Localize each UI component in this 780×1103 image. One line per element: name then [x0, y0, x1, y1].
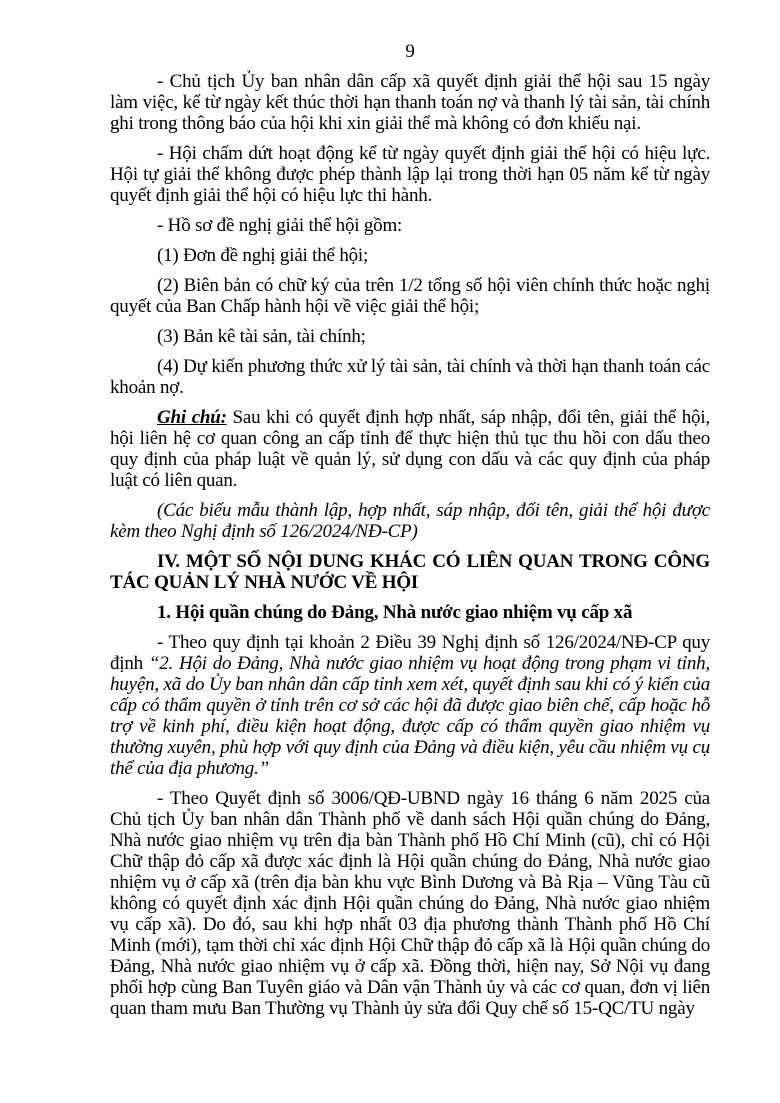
para-decision-3006: - Theo Quyết định số 3006/QĐ-UBND ngày 16 tháng 6 năm 2025 của Chủ tịch Ủy ban nhân dân Thành phố về danh sách Hội quần chúng do Đảng, Nhà nước giao nhiệm vụ trên địa bàn Thành phố Hồ Chí Minh (cũ), chỉ có Hội Chữ thập đỏ cấp xã được xác định là Hội quần chúng do Đảng, Nhà nước giao nhiệm vụ ở cấp xã (trên địa bàn khu vực Bình Dương và Bà Rịa – Vũng Tàu cũ không có quyết định xác định Hội quần chúng do Đảng, Nhà nước giao nhiệm vụ cấp xã). Do đó, sau khi hợp nhất 03 địa phương thành Thành phố Hồ Chí Minh (mới), tạm thời chỉ xác định Hội Chữ thập đỏ cấp xã là Hội quần chúng do Đảng, Nhà nước giao nhiệm vụ ở cấp xã. Đồng thời, hiện nay, Sở Nội vụ đang phối hợp cùng Ban Tuyên giáo và Dân vận Thành ủy và các cơ quan, đơn vị liên quan tham mưu Ban Thường vụ Thành ủy sửa đổi Quy chế số 15-QC/TU ngày [110, 788, 710, 1019]
dossier-item-4: (4) Dự kiến phương thức xử lý tài sản, tài chính và thời hạn thanh toán các khoản nợ. [110, 356, 710, 398]
regulation-quote: “2. Hội do Đảng, Nhà nước giao nhiệm vụ hoạt động trong phạm vi tỉnh, huyện, xã do Ủy ban nhân dân cấp tỉnh xem xét, quyết định sau khi có ý kiến của cấp có thẩm quyền ở tỉnh trên cơ sở các hội đã được giao biên chế, cấp hoặc hỗ trợ về kinh phí, điều kiện hoạt động, được cấp có thẩm quyền giao nhiệm vụ thường xuyên, phù hợp với quy định của Đảng và điều kiện, yêu cầu nhiệm vụ cụ thể của địa phương.” [110, 653, 711, 779]
para-chairman-decision: - Chủ tịch Ủy ban nhân dân cấp xã quyết định giải thể hội sau 15 ngày làm việc, kể từ ngày kết thúc thời hạn thanh toán nợ và thanh lý tài sản, tài chính ghi trong thông báo của hội khi xin giải thể mà không có đơn khiếu nại. [110, 71, 710, 134]
para-termination: - Hội chấm dứt hoạt động kể từ ngày quyết định giải thể hội có hiệu lực. Hội tự giải thể không được phép thành lập lại trong thời hạn 05 năm kể từ ngày quyết định giải thể hội có hiệu lực thi hành. [110, 143, 710, 206]
note-label: Ghi chú: [157, 407, 227, 428]
page-number: 9 [405, 41, 415, 62]
para-forms-note: (Các biểu mẫu thành lập, hợp nhất, sáp nhập, đổi tên, giải thể hội được kèm theo Nghị định số 126/2024/NĐ-CP) [110, 500, 710, 542]
heading-section-iv: IV. MỘT SỐ NỘI DUNG KHÁC CÓ LIÊN QUAN TRONG CÔNG TÁC QUẢN LÝ NHÀ NƯỚC VỀ HỘI [110, 551, 710, 593]
note-text: Sau khi có quyết định hợp nhất, sáp nhập, đổi tên, giải thể hội, hội liên hệ cơ quan công an cấp tỉnh để thực hiện thủ tục thu hồi con dấu theo quy định của pháp luật về quản lý, sử dụng con dấu và các quy định của pháp luật có liên quan. [110, 407, 710, 491]
dossier-item-2: (2) Biên bản có chữ ký của trên 1/2 tổng số hội viên chính thức hoặc nghị quyết của Ban Chấp hành hội về việc giải thể hội; [110, 275, 710, 317]
dossier-item-3: (3) Bản kê tài sản, tài chính; [157, 326, 366, 347]
para-dossier-intro: - Hồ sơ đề nghị giải thể hội gồm: [157, 215, 403, 236]
para-note [110, 407, 710, 491]
heading-subsection-1: 1. Hội quần chúng do Đảng, Nhà nước giao nhiệm vụ cấp xã [157, 602, 633, 623]
regulation-lead: - Theo quy định tại khoản 2 Điều 39 Nghị định số 126/2024/NĐ-CP quy định [110, 632, 710, 674]
dossier-item-1: (1) Đơn đề nghị giải thể hội; [157, 245, 369, 266]
para-regulation [110, 632, 710, 779]
